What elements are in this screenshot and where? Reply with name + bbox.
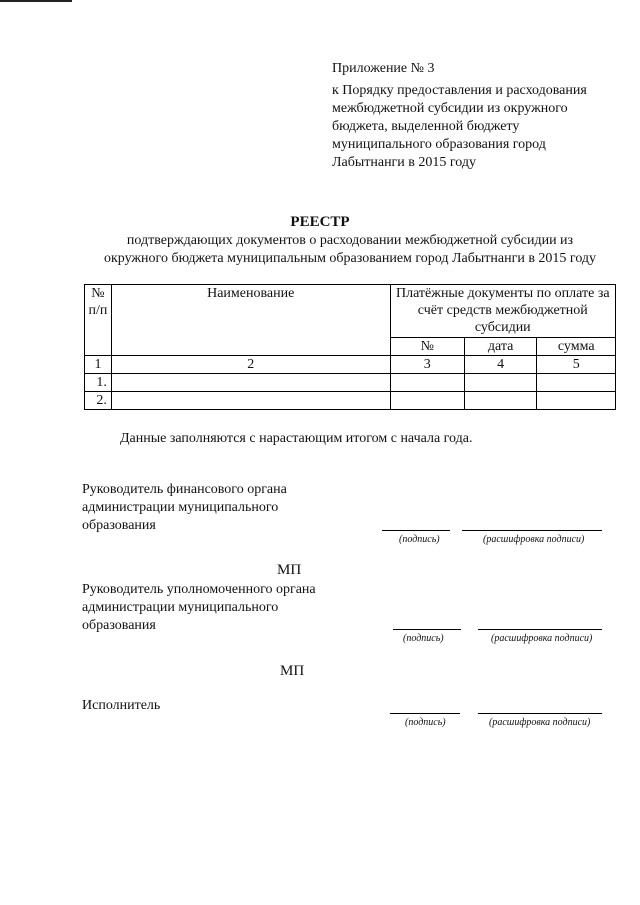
index-cell: 5 xyxy=(537,356,616,374)
decode-line xyxy=(462,530,602,531)
index-cell: 4 xyxy=(464,356,537,374)
decode-caption: (расшифровка подписи) xyxy=(489,717,591,728)
appendix-header xyxy=(332,60,622,172)
signature-caption: (подпись) xyxy=(403,633,444,644)
col-header-name: Наименование xyxy=(111,285,390,356)
stamp-label: МП xyxy=(277,562,302,578)
appendix-line: бюджета, выделенной бюджету xyxy=(332,119,520,134)
note-text: Данные заполняются с нарастающим итогом с начала года. xyxy=(120,431,473,446)
table-row xyxy=(85,374,616,392)
row-number: 1. xyxy=(85,374,112,392)
subcol-doc-number: № xyxy=(390,338,464,356)
index-cell: 3 xyxy=(390,356,464,374)
row-sum xyxy=(537,392,616,410)
document-subtitle xyxy=(80,232,620,268)
index-cell: 2 xyxy=(111,356,390,374)
appendix-title: Приложение № 3 xyxy=(332,61,435,76)
finance-head-label: Руководитель финансового органа администрации муниципального образования xyxy=(82,482,287,533)
signature-line xyxy=(393,629,461,630)
document-title: РЕЕСТР xyxy=(290,214,350,230)
appendix-line: Лабытнанги в 2015 году xyxy=(332,155,477,170)
appendix-line: муниципального образования город xyxy=(332,137,546,152)
subtitle-line: окружного бюджета муниципальным образованием город Лабытнанги в 2015 году xyxy=(103,251,597,266)
row-date xyxy=(464,392,537,410)
top-edge-line xyxy=(0,0,72,2)
signature-line xyxy=(382,530,450,531)
col-header-payments: Платёжные документы по оплате за счёт средств межбюджетной субсидии xyxy=(390,285,615,338)
row-number: 2. xyxy=(85,392,112,410)
executor-label: Исполнитель xyxy=(82,698,161,713)
subcol-date: дата xyxy=(464,338,537,356)
appendix-line: к Порядку предоставления и расходования xyxy=(332,83,587,98)
subcol-sum: сумма xyxy=(537,338,616,356)
row-name xyxy=(111,392,390,410)
decode-line xyxy=(478,629,602,630)
appendix-line: межбюджетной субсидии из окружного xyxy=(332,101,568,116)
registry-table xyxy=(84,284,616,410)
table-row xyxy=(85,392,616,410)
row-name xyxy=(111,374,390,392)
decode-caption: (расшифровка подписи) xyxy=(491,633,593,644)
stamp-label: МП xyxy=(280,663,305,679)
row-date xyxy=(464,374,537,392)
row-doc-number xyxy=(390,392,464,410)
decode-line xyxy=(478,713,602,714)
row-sum xyxy=(537,374,616,392)
index-cell: 1 xyxy=(85,356,112,374)
row-doc-number xyxy=(390,374,464,392)
signature-caption: (подпись) xyxy=(405,717,446,728)
subtitle-line: подтверждающих документов о расходовании межбюджетной субсидии из xyxy=(126,233,574,248)
decode-caption: (расшифровка подписи) xyxy=(483,534,585,545)
authorized-head-label: Руководитель уполномоченного органа администрации муниципального образования xyxy=(82,582,316,633)
signature-line xyxy=(390,713,460,714)
col-header-number: № п/п xyxy=(85,285,112,356)
signature-caption: (подпись) xyxy=(399,534,440,545)
